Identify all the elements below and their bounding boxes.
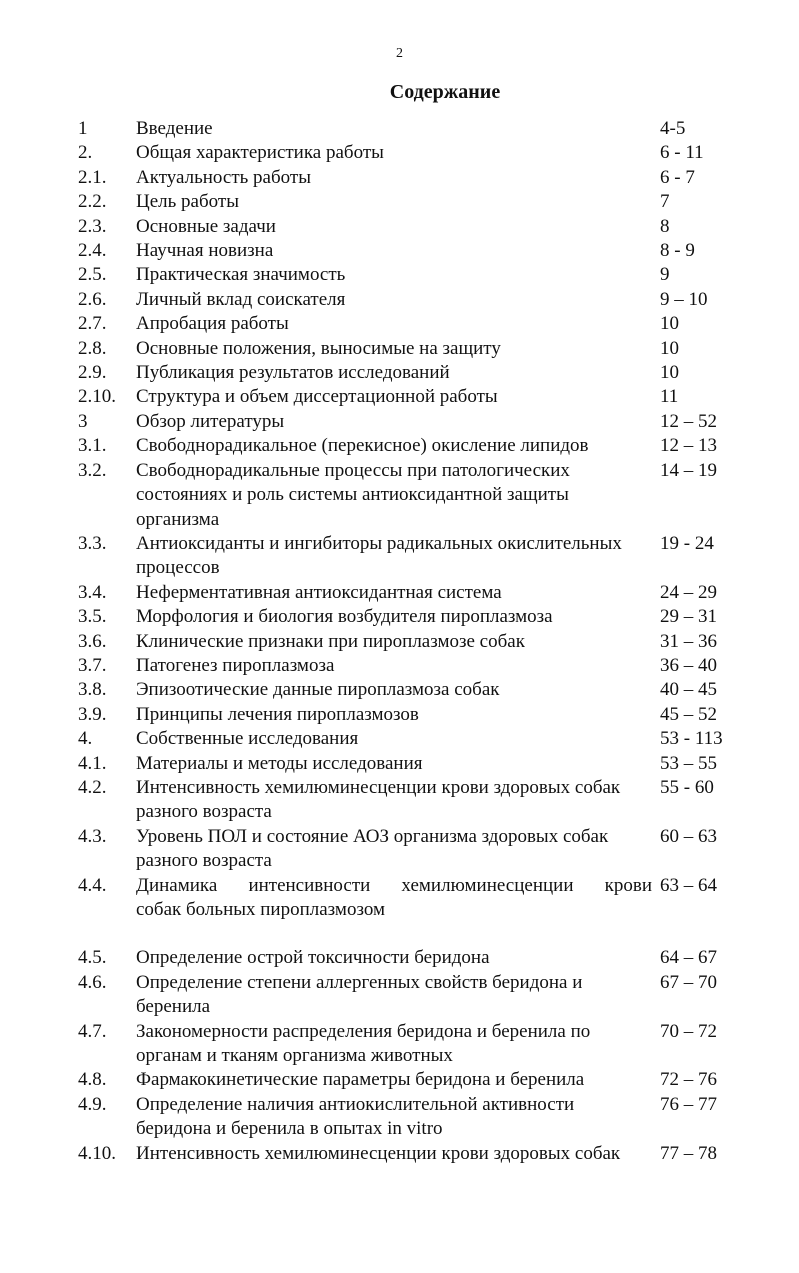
toc-row <box>78 190 758 214</box>
toc-row <box>78 288 758 312</box>
toc-number: 4.3. <box>78 825 107 847</box>
toc-pages: 6 - 11 <box>660 142 704 164</box>
toc-number: 4.8. <box>78 1069 107 1091</box>
toc-number: 3.7. <box>78 654 107 676</box>
toc-row <box>78 630 758 654</box>
toc-pages: 77 – 78 <box>660 1142 717 1164</box>
toc-row <box>78 117 758 141</box>
toc-title: Неферментативная антиоксидантная система <box>136 581 502 603</box>
toc-row <box>78 654 758 678</box>
toc-number: 4.2. <box>78 776 107 798</box>
toc-title: Актуальность работы <box>136 166 311 188</box>
toc-title: Эпизоотические данные пироплазмоза собак <box>136 679 500 701</box>
toc-pages: 12 – 13 <box>660 435 717 457</box>
toc-row <box>78 1142 758 1166</box>
toc-pages: 14 – 19 <box>660 459 717 481</box>
toc-title: Научная новизна <box>136 240 274 262</box>
toc-number: 3.3. <box>78 532 107 554</box>
toc-pages: 64 – 67 <box>660 947 717 969</box>
toc-row <box>78 752 758 776</box>
toc-row <box>78 1068 758 1092</box>
toc-number: 4.9. <box>78 1093 107 1115</box>
toc-row <box>78 459 758 532</box>
toc-title: Публикация результатов исследований <box>136 362 450 384</box>
toc-pages: 8 - 9 <box>660 240 695 262</box>
toc-title: Материалы и методы исследования <box>136 752 423 774</box>
toc-title: Патогенез пироплазмоза <box>136 654 335 676</box>
toc-number: 1 <box>78 118 88 139</box>
toc-pages: 7 <box>660 191 670 213</box>
toc-row <box>78 434 758 458</box>
toc-title: Антиоксиданты и ингибиторы радикальных окислительных процессов <box>136 532 622 579</box>
toc-pages: 4-5 <box>660 118 686 139</box>
toc-title: Интенсивность хемилюминесценции крови здоровых собак <box>136 1142 621 1164</box>
toc-row <box>78 361 758 385</box>
toc-number: 2.2. <box>78 191 107 213</box>
toc-row <box>78 703 758 727</box>
toc-title: Структура и объем диссертационной работы <box>136 386 498 408</box>
toc-pages: 24 – 29 <box>660 581 717 603</box>
toc-number: 2.10. <box>78 386 116 408</box>
toc-title: Определение острой токсичности беридона <box>136 947 490 969</box>
toc-number: 2.7. <box>78 313 107 335</box>
toc-pages: 10 <box>660 313 679 335</box>
toc-number: 3.5. <box>78 606 107 628</box>
toc-pages: 9 <box>660 264 670 286</box>
toc-pages: 10 <box>660 362 679 384</box>
toc-number: 2.9. <box>78 362 107 384</box>
toc-title: Принципы лечения пироплазмозов <box>136 703 419 725</box>
toc-row <box>78 410 758 434</box>
toc-row <box>78 532 758 581</box>
toc-row <box>78 776 758 825</box>
toc-row <box>78 825 758 874</box>
toc-row <box>78 385 758 409</box>
toc-pages: 60 – 63 <box>660 825 717 847</box>
toc-number: 3.9. <box>78 703 107 725</box>
toc-title: Морфология и биология возбудителя пироплазмоза <box>136 606 553 628</box>
toc-number: 4.1. <box>78 752 107 774</box>
toc-number: 2.3. <box>78 215 107 237</box>
toc-number: 2.8. <box>78 337 107 359</box>
toc-title: Общая характеристика работы <box>136 142 384 164</box>
toc-number: 2.4. <box>78 240 107 262</box>
toc-pages: 72 – 76 <box>660 1069 717 1091</box>
toc-row <box>78 1020 758 1069</box>
toc-title: Апробация работы <box>136 313 289 335</box>
toc-number: 4.6. <box>78 971 107 993</box>
toc-number: 3.8. <box>78 679 107 701</box>
toc-pages: 19 - 24 <box>660 532 714 554</box>
toc-row <box>78 215 758 239</box>
toc-number: 4. <box>78 728 93 750</box>
toc-row <box>78 141 758 165</box>
toc-row <box>78 312 758 336</box>
toc-title: Цель работы <box>136 191 239 213</box>
toc-title: Интенсивность хемилюминесценции крови здоровых собак разного возраста <box>136 776 621 823</box>
toc-title: Закономерности распределения беридона и беренила по органам и тканям организма животных <box>136 1020 591 1067</box>
toc-number: 2.6. <box>78 288 107 310</box>
toc-number: 3.6. <box>78 630 107 652</box>
toc-row <box>78 239 758 263</box>
toc-pages: 12 – 52 <box>660 410 717 432</box>
toc-title: Основные положения, выносимые на защиту <box>136 337 501 359</box>
toc-pages: 10 <box>660 337 679 359</box>
toc-pages: 55 - 60 <box>660 776 714 798</box>
toc-number: 2.5. <box>78 264 107 286</box>
toc-title: Личный вклад соискателя <box>136 288 346 310</box>
toc-title: Введение <box>136 118 213 139</box>
toc-title: Свободнорадикальное (перекисное) окисление липидов <box>136 435 589 457</box>
toc-number: 2. <box>78 142 93 164</box>
toc-row <box>78 1093 758 1142</box>
toc-row <box>78 263 758 287</box>
page-number: 2 <box>396 46 403 61</box>
toc-row <box>78 971 758 1020</box>
toc-pages: 8 <box>660 215 670 237</box>
toc-row <box>78 727 758 751</box>
toc-title: Клинические признаки при пироплазмозе собак <box>136 630 525 652</box>
toc-number: 3 <box>78 410 88 432</box>
toc-pages: 63 – 64 <box>660 874 717 896</box>
toc-row <box>78 581 758 605</box>
toc-title <box>136 874 652 923</box>
toc-row <box>78 874 758 923</box>
toc-title: Обзор литературы <box>136 410 285 432</box>
toc-pages: 11 <box>660 386 679 408</box>
toc-number: 3.2. <box>78 459 107 481</box>
toc-pages: 53 - 113 <box>660 728 723 750</box>
toc-pages: 67 – 70 <box>660 971 717 993</box>
toc-pages: 53 – 55 <box>660 752 717 774</box>
toc-pages: 76 – 77 <box>660 1093 717 1115</box>
toc-title-line: собак больных пироплазмозом <box>136 899 385 920</box>
toc-pages: 45 – 52 <box>660 703 717 725</box>
toc-title: Собственные исследования <box>136 728 359 750</box>
toc-pages: 29 – 31 <box>660 606 717 628</box>
toc-row <box>78 337 758 361</box>
toc-pages: 40 – 45 <box>660 679 717 701</box>
toc-title: Уровень ПОЛ и состояние АОЗ организма здоровых собак разного возраста <box>136 825 609 872</box>
toc-title: Основные задачи <box>136 215 276 237</box>
toc-title: Определение степени аллергенных свойств беридона и беренила <box>136 971 583 1018</box>
toc-row <box>78 678 758 702</box>
toc-pages: 6 - 7 <box>660 166 695 188</box>
toc-row <box>78 166 758 190</box>
toc-number: 3.1. <box>78 435 107 457</box>
toc-title: Фармакокинетические параметры беридона и беренила <box>136 1069 585 1091</box>
toc-title-line: Динамика интенсивности хемилюминесценции крови <box>136 874 652 896</box>
page-title: Содержание <box>389 81 501 103</box>
table-of-contents <box>78 117 758 1166</box>
toc-pages: 9 – 10 <box>660 288 708 310</box>
toc-number: 4.7. <box>78 1020 107 1042</box>
toc-number: 4.5. <box>78 947 107 969</box>
toc-row <box>78 946 758 970</box>
toc-number: 4.10. <box>78 1142 116 1164</box>
toc-number: 3.4. <box>78 581 107 603</box>
toc-pages: 36 – 40 <box>660 654 717 676</box>
toc-title: Свободнорадикальные процессы при патологических состояниях и роль системы антиоксидантной защиты организма <box>136 459 570 530</box>
toc-number: 2.1. <box>78 166 107 188</box>
toc-title: Определение наличия антиокислительной активности беридона и беренила в опытах in vitro <box>136 1093 575 1140</box>
toc-title: Практическая значимость <box>136 264 346 286</box>
toc-number: 4.4. <box>78 874 107 896</box>
toc-pages: 31 – 36 <box>660 630 717 652</box>
toc-row <box>78 605 758 629</box>
toc-pages: 70 – 72 <box>660 1020 717 1042</box>
